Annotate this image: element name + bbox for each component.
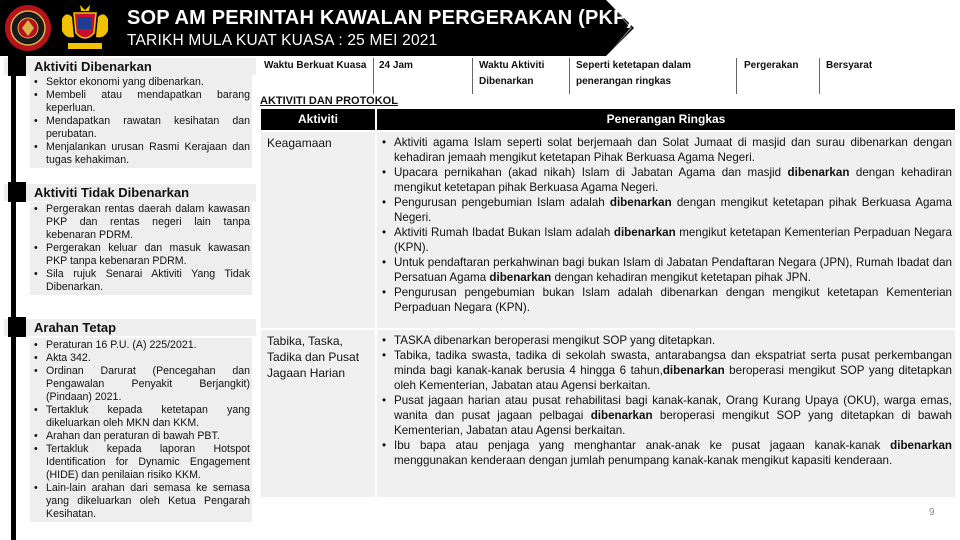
- description-item: • TASKA dibenarkan beroperasi mengikut SOP yang ditetapkan.: [377, 333, 952, 348]
- description-item: • Aktiviti agama Islam seperti solat berjemaah dan Solat Jumaat di masjid dan surau dibenarkan dengan kehadiran jemaah mengikut ketetapan Pihak Berkuasa Agama Negeri.: [377, 135, 952, 165]
- description-item: • Pusat jagaan harian atau pusat rehabilitasi bagi kanak-kanak, Orang Kurang Upaya (OKU), warga emas, wanita dan pusat jagaan pelbagai dibenarkan beroperasi mengikut SOP yang ditetapkan di bawah Kementerian, Jabatan atau Agensi berkaitan.: [377, 393, 952, 438]
- timeline-bar: [11, 62, 16, 540]
- page-number: 9: [929, 507, 935, 518]
- divider: [736, 58, 737, 94]
- activity-time-label: Waktu Aktiviti Dibenarkan: [479, 60, 545, 87]
- list-item: • Membeli atau mendapatkan barang keperluan.: [30, 89, 252, 115]
- list-item: • Tertakluk kepada laporan Hotspot Identification for Dynamic Engagement (HIDE) dan penilaian risiko KKM.: [30, 443, 252, 482]
- page-title: SOP AM PERINTAH KAWALAN PERGERAKAN (PKP): [127, 7, 634, 29]
- description-item: • Pengurusan pengebumian Islam adalah dibenarkan dengan mengikut ketetapan pihak Berkuasa Agama Negeri.: [377, 195, 952, 225]
- description-list: [377, 135, 952, 315]
- standing-orders-title: Arahan Tetap: [34, 320, 117, 335]
- not-allowed-list: [30, 202, 252, 295]
- section-marker: [8, 317, 26, 337]
- section-title: AKTIVITI DAN PROTOKOL: [260, 95, 398, 107]
- activity-time-value: Seperti ketetapan dalam penerangan ringkas: [576, 60, 692, 87]
- not-allowed-header: [4, 184, 256, 201]
- category-religious: Keagamaan: [261, 132, 375, 328]
- list-item: • Sila rujuk Senarai Aktiviti Yang Tidak Dibenarkan.: [30, 268, 252, 294]
- description-religious: [377, 132, 955, 328]
- list-item: • Arahan dan peraturan di bawah PBT.: [30, 430, 252, 443]
- allowed-title: Aktiviti Dibenarkan: [34, 59, 152, 74]
- divider: [819, 58, 820, 94]
- description-list: [377, 333, 952, 468]
- standing-orders-list: [30, 338, 252, 522]
- list-item: • Pergerakan keluar dan masuk kawasan PKP tanpa kebenaran PDRM.: [30, 242, 252, 268]
- movement-label: Pergerakan: [744, 60, 799, 71]
- header-banner: [0, 0, 960, 56]
- list-item: • Lain-lain arahan dari semasa ke semasa yang dikeluarkan oleh Ketua Pengarah Kesihatan.: [30, 482, 252, 521]
- description-item: • Untuk pendaftaran perkahwinan bagi bukan Islam di Jabatan Pendaftaran Negara (JPN), Rumah Ibadat dan Persatuan Agama dibenarkan dengan kehadiran mengikut ketetapan pihak JPN.: [377, 255, 952, 285]
- col-header-description: Penerangan Ringkas: [377, 109, 955, 130]
- hours-value: 24 Jam: [379, 60, 413, 71]
- list-item: • Tertakluk kepada ketetapan yang dikeluarkan oleh MKN dan KKM.: [30, 404, 252, 430]
- description-item: • Pengurusan pengebumian bukan Islam adalah dibenarkan dengan mengikut ketetapan Kementerian Perpaduan Negara (KPN).: [377, 285, 952, 315]
- description-childcare: [377, 330, 955, 497]
- movement-value: Bersyarat: [826, 60, 873, 71]
- list-item: • Sektor ekonomi yang dibenarkan.: [30, 76, 252, 89]
- category-childcare: Tabika, Taska, Tadika dan Pusat Jagaan Harian: [261, 330, 375, 497]
- section-marker: [8, 182, 26, 202]
- hours-label: Waktu Berkuat Kuasa: [264, 60, 367, 71]
- section-marker: [8, 56, 26, 76]
- description-item: • Upacara pernikahan (akad nikah) Islam di Jabatan Agama dan masjid dibenarkan dengan kehadiran mengikut ketetapan pihak Berkuasa Agama Negeri.: [377, 165, 952, 195]
- list-item: • Mendapatkan rawatan kesihatan dan perubatan.: [30, 115, 252, 141]
- list-item: • Peraturan 16 P.U. (A) 225/2021.: [30, 339, 252, 352]
- list-item: • Menjalankan urusan Rasmi Kerajaan dan tugas kehakiman.: [30, 141, 252, 167]
- divider: [472, 58, 473, 94]
- list-item: • Ordinan Darurat (Pencegahan dan Pengawalan Penyakit Berjangkit) (Pindaan) 2021.: [30, 365, 252, 404]
- allowed-header: [4, 58, 256, 75]
- divider: [569, 58, 570, 94]
- not-allowed-title: Aktiviti Tidak Dibenarkan: [34, 185, 190, 200]
- standing-orders-header: [4, 319, 256, 336]
- police-crest-icon: [4, 4, 52, 52]
- allowed-list: [30, 75, 252, 168]
- malaysia-coat-of-arms-icon: [56, 3, 114, 53]
- list-item: • Pergerakan rentas daerah dalam kawasan PKP dan rentas negeri lain tanpa kebenaran PDRM.: [30, 203, 252, 242]
- list-item: • Akta 342.: [30, 352, 252, 365]
- effective-date: TARIKH MULA KUAT KUASA : 25 MEI 2021: [127, 32, 438, 49]
- col-header-activity: Aktiviti: [261, 109, 375, 130]
- description-item: • Tabika, tadika swasta, tadika di sekolah swasta, antarabangsa dan ekspatriat serta pusat perkembangan minda bagi kanak-kanak berusia 4 hingga 6 tahun,dibenarkan beroperasi mengikut SOP yang ditetapkan oleh Kementerian, Jabatan atau Agensi berkaitan.: [377, 348, 952, 393]
- description-item: • Aktiviti Rumah Ibadat Bukan Islam adalah dibenarkan mengikut ketetapan Kementerian Perpaduan Negara (KPN).: [377, 225, 952, 255]
- divider: [373, 58, 374, 94]
- description-item: • Ibu bapa atau penjaga yang menghantar anak-anak ke pusat jagaan kanak-kanak dibenarkan menggunakan kenderaan dengan jumlah penumpang kanak-kanak mengikut kapasiti kenderaan.: [377, 438, 952, 468]
